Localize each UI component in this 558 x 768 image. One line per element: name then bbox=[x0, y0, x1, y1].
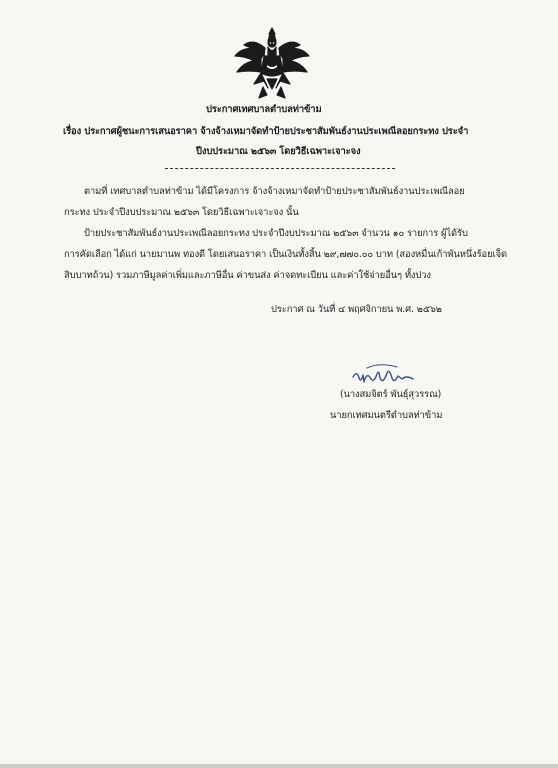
section-divider bbox=[165, 168, 395, 169]
body-paragraph-line-4: การคัดเลือก ได้แก่ นายมานพ ทองดี โดยเสนอราคา เป็นเงินทั้งสิ้น ๒๙,๗๗๐.๐๐ บาท (สองหมื่นเก้าพันหนึ่งร้อยเจ็ด bbox=[64, 249, 507, 260]
signatory-name: (นางสมจิตร์ พันธุ์สุวรรณ) bbox=[340, 389, 442, 400]
body-paragraph-line-2: กระทง ประจำปีงบประมาณ ๒๕๖๓ โดยวิธีเฉพาะเจาะจง นั้น bbox=[64, 207, 299, 218]
garuda-crest-icon bbox=[231, 25, 313, 101]
announcement-date: ประกาศ ณ วันที่ ๔ พฤศจิกายน พ.ศ. ๒๕๖๒ bbox=[271, 304, 442, 315]
document-title: ประกาศเทศบาลตำบลท่าข้าม bbox=[206, 104, 322, 115]
handwritten-signature bbox=[349, 360, 417, 390]
body-paragraph-line-1: ตามที่ เทศบาลตำบลท่าข้าม ได้มีโครงการ จ้างจ้างเหมาจัดทำป้ายประชาสัมพันธ์งานประเพณีลอย bbox=[84, 186, 465, 197]
signatory-title: นายกเทศมนตรีตำบลท่าข้าม bbox=[330, 410, 443, 421]
subject-line-2: ปีงบประมาณ ๒๕๖๓ โดยวิธีเฉพาะเจาะจง bbox=[196, 146, 361, 157]
body-paragraph-line-3: ป้ายประชาสัมพันธ์งานประเพณีลอยกระทง ประจำปีงบประมาณ ๒๕๖๓ จำนวน ๑๐ รายการ ผู้ได้รับ bbox=[84, 228, 468, 239]
subject-line-1: เรื่อง ประกาศผู้ชนะการเสนอราคา จ้างจ้างเหมาจัดทำป้ายประชาสัมพันธ์งานประเพณีลอยกระทง ประจำ bbox=[63, 126, 469, 137]
body-paragraph-line-5: สิบบาทถ้วน) รวมภาษีมูลค่าเพิ่มและภาษีอื่น ค่าขนส่ง ค่าจดทะเบียน และค่าใช้จ่ายอื่นๆ ทั้งปวง bbox=[64, 270, 431, 281]
